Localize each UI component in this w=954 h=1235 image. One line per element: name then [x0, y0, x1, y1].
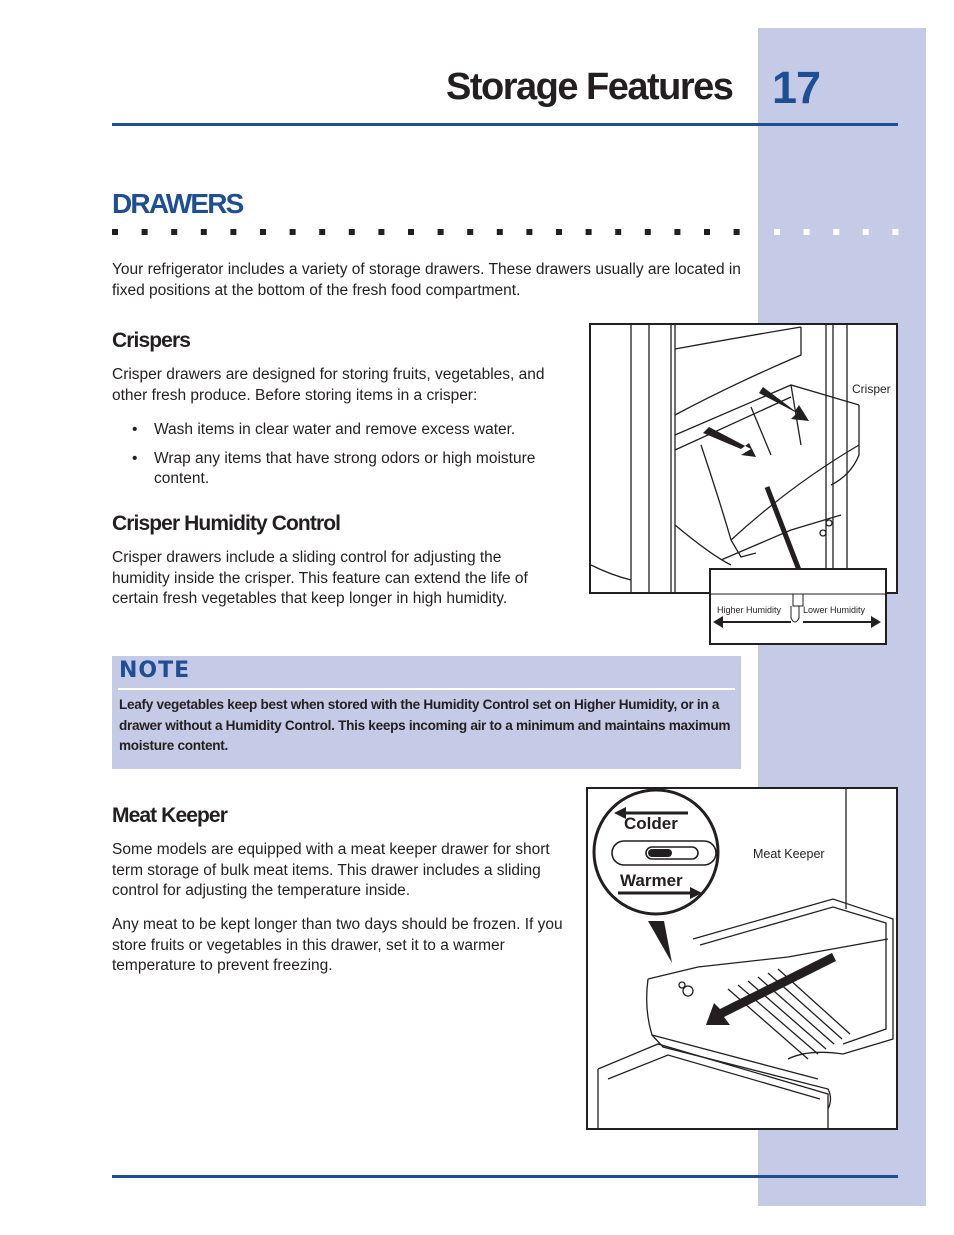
divider-dot	[586, 229, 592, 235]
meat-keeper-drawing	[588, 789, 896, 1128]
divider-dot	[734, 229, 740, 235]
dotted-divider	[112, 229, 902, 235]
divider-dot	[438, 229, 444, 235]
divider-dot	[378, 229, 384, 235]
divider-dot	[497, 229, 503, 235]
divider-dot	[833, 229, 839, 235]
divider-dot	[615, 229, 621, 235]
meat-keeper-body-1: Some models are equipped with a meat keeper drawer for short term storage of bulk meat items. This drawer includes a sliding control for adjusting the temperature inside.	[112, 841, 550, 900]
humidity-slider-inset	[709, 568, 887, 645]
page-title: Storage Features	[446, 66, 733, 108]
humidity-heading: Crisper Humidity Control	[112, 512, 341, 535]
header-rule	[112, 123, 898, 126]
divider-dot	[349, 229, 355, 235]
page-number: 17	[772, 62, 821, 113]
divider-dot	[804, 229, 810, 235]
divider-dot	[230, 229, 236, 235]
crisper-drawing	[591, 325, 896, 592]
lower-humidity-label: Lower Humidity	[803, 605, 866, 615]
divider-dot	[319, 229, 325, 235]
list-item: • Wrap any items that have strong odors or high moisture content.	[112, 449, 572, 490]
divider-dot	[201, 229, 207, 235]
divider-dot	[290, 229, 296, 235]
note-box	[112, 656, 741, 769]
humidity-body: Crisper drawers include a sliding control for adjusting the humidity inside the crisper. This feature can extend the life of certain fresh vegetables that keep longer in high humidity.	[112, 549, 528, 608]
meat-keeper-heading: Meat Keeper	[112, 804, 227, 827]
divider-dot	[645, 229, 651, 235]
list-item: • Wash items in clear water and remove excess water.	[112, 420, 572, 441]
colder-label: Colder	[624, 814, 678, 833]
section-intro: Your refrigerator includes a variety of storage drawers. These drawers usually are located in fixed positions at the bottom of the fresh food compartment.	[112, 261, 741, 299]
crispers-body: Crisper drawers are designed for storing fruits, vegetables, and other fresh produce. Before storing items in a crisper:	[112, 366, 545, 404]
crisper-illustration	[589, 323, 898, 594]
divider-dot	[774, 229, 780, 235]
crispers-bullet-list	[112, 420, 572, 498]
divider-dot	[863, 229, 869, 235]
section-title: DRAWERS	[112, 188, 243, 219]
warmer-label: Warmer	[620, 871, 683, 890]
crispers-heading: Crispers	[112, 329, 191, 352]
divider-dot	[674, 229, 680, 235]
note-body: Leafy vegetables keep best when stored with the Humidity Control set on Higher Humidity, or in a drawer without a Humidity Control. This keeps incoming air to a minimum and maintains maximum moisture content.	[119, 697, 731, 753]
divider-dot	[142, 229, 148, 235]
divider-dot	[408, 229, 414, 235]
crisper-label: Crisper	[852, 382, 891, 396]
divider-dot	[467, 229, 473, 235]
divider-dot	[526, 229, 532, 235]
divider-dot	[260, 229, 266, 235]
footer-rule	[112, 1175, 898, 1178]
note-title: NOTE	[119, 658, 191, 683]
divider-dot	[171, 229, 177, 235]
meat-keeper-body-2: Any meat to be kept longer than two days should be frozen. If you store fruits or vegetables in this drawer, set it to a warmer temperature to prevent freezing.	[112, 916, 563, 975]
higher-humidity-label: Higher Humidity	[717, 605, 782, 615]
note-rule	[118, 688, 735, 690]
divider-dot	[704, 229, 710, 235]
divider-dot	[556, 229, 562, 235]
divider-dot	[112, 229, 118, 235]
divider-dot	[892, 229, 898, 235]
meat-keeper-label: Meat Keeper	[753, 847, 825, 861]
meat-keeper-illustration	[586, 787, 898, 1130]
